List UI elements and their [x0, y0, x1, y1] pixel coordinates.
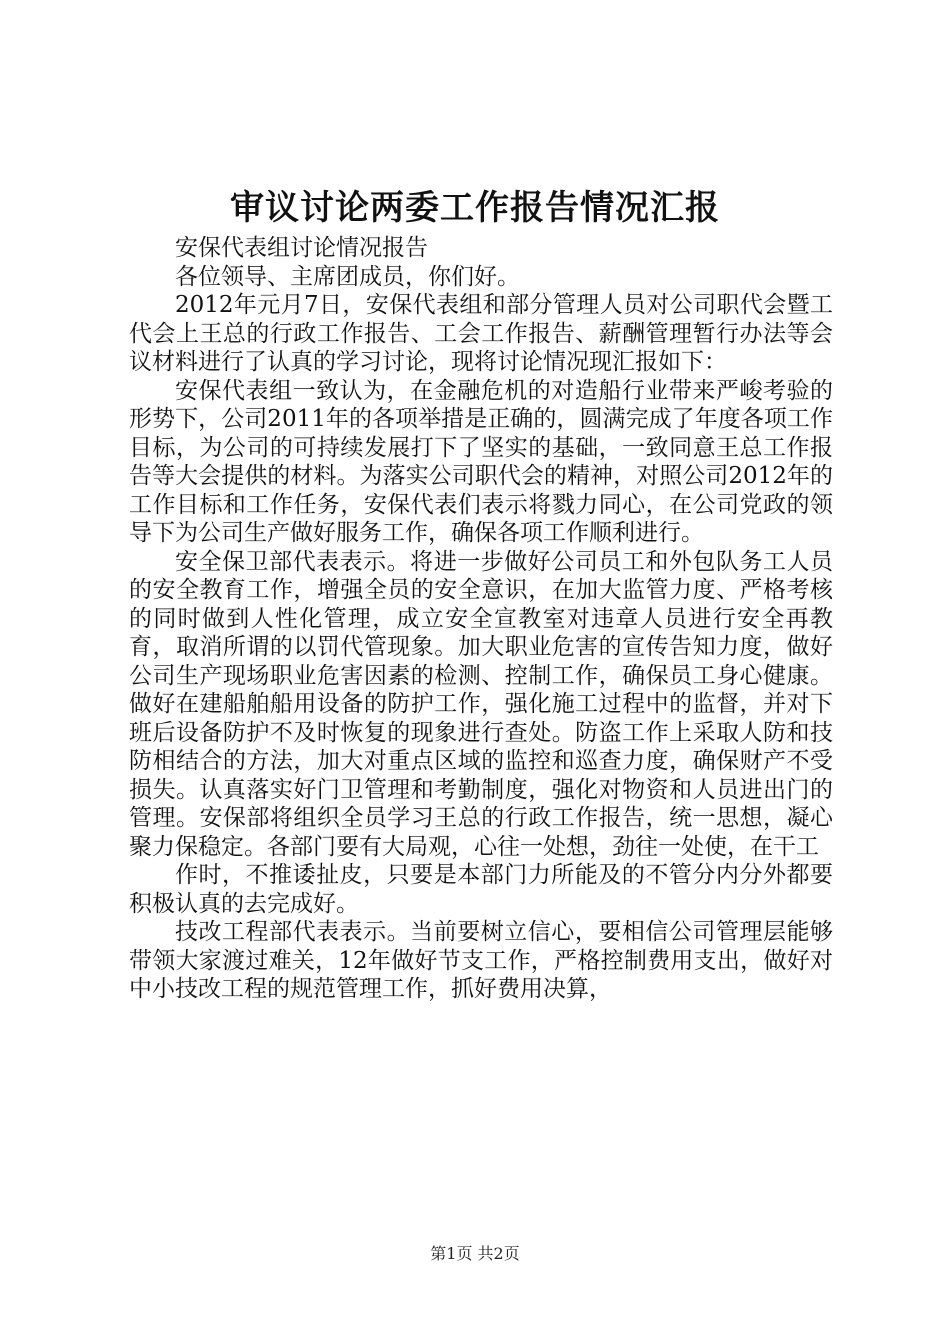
document-body — [129, 234, 833, 1004]
paragraph-intro: 2012年元月7日，安保代表组和部分管理人员对公司职代会暨工代会上王总的行政工作报告、工会工作报告、薪酬管理暂行办法等会议材料进行了认真的学习讨论，现将讨论情况现汇报如下： — [129, 292, 833, 375]
paragraph-security-dept: 安全保卫部代表表示。将进一步做好公司员工和外包队务工人员的安全教育工作，增强全员的安全意识，在加大监管力度、严格考核的同时做到人性化管理，成立安全宣教室对违章人员进行安全再教育，取消所谓的以罚代管现象。加大职业危害的宣传告知力度，做好公司生产现场职业危害因素的检测、控制工作，确保员工身心健康。做好在建船舶船用设备的防护工作，强化施工过程中的监督，并对下班后设备防护不及时恢复的现象进行查处。防盗工作上采取人防和技防相结合的方法，加大对重点区域的监控和巡查力度，确保财产不受损失。认真落实好门卫管理和考勤制度，强化对物资和人员进出门的管理。安保部将组织全员学习王总的行政工作报告，统一思想，凝心聚力保稳定。各部门要有大局观，心往一处想，劲往一处使，在干工 — [129, 548, 833, 860]
document-title: 审议讨论两委工作报告情况汇报 — [230, 188, 720, 228]
paragraph-continuation: 作时，不推诿扯皮，只要是本部门力所能及的不管分内分外都要积极认真的去完成好。 — [129, 862, 833, 917]
paragraph-subtitle: 安保代表组讨论情况报告 — [175, 235, 428, 261]
paragraph-consensus: 安保代表组一致认为，在金融危机的对造船行业带来严峻考验的形势下，公司2011年的各项举措是正确的，圆满完成了年度各项工作目标，为公司的可持续发展打下了坚实的基础，一致同意王总工作报告等大会提供的材料。为落实公司职代会的精神，对照公司2012年的工作目标和工作任务，安保代表们表示将戮力同心，在公司党政的领导下为公司生产做好服务工作，确保各项工作顺利进行。 — [129, 377, 833, 546]
paragraph-tech-dept: 技改工程部代表表示。当前要树立信心，要相信公司管理层能够带领大家渡过难关，12年做好节支工作，严格控制费用支出，做好对中小技改工程的规范管理工作，抓好费用决算， — [129, 919, 833, 1002]
page-footer: 第1页 共2页 — [430, 1244, 520, 1263]
paragraph-greeting: 各位领导、主席团成员，你们好。 — [175, 263, 520, 290]
